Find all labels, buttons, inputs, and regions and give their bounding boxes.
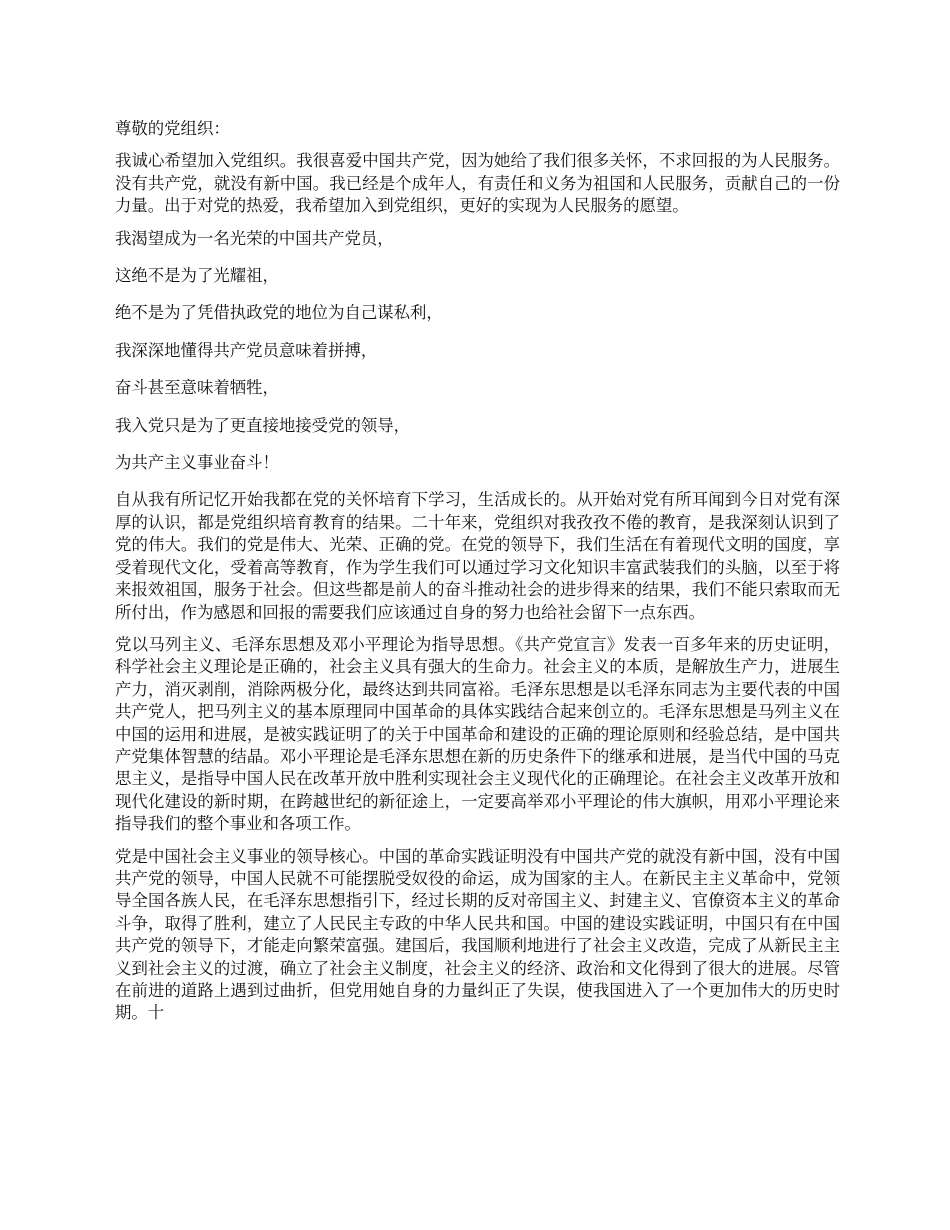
salutation: 尊敬的党组织： [115, 119, 230, 138]
paragraph-line: 我渴望成为一名光荣的中国共产党员， [115, 228, 394, 248]
document-body [115, 118, 840, 1035]
paragraph-line: 这绝不是为了光耀祖， [115, 266, 279, 286]
paragraph-line: 绝不是为了凭借执政党的地位为自己谋私利， [115, 303, 443, 323]
paragraph-line: 为共产主义事业奋斗！ [115, 453, 279, 473]
paragraph-line: 我入党只是为了更直接地接受党的领导， [115, 415, 411, 435]
paragraph-leadership: 党是中国社会主义事业的领导核心。中国的革命实践证明没有中国共产党的就没有新中国，没有中国共产党的领导，中国人民就不可能摆脱受奴役的命运，成为国家的主人。在新民主主义革命中，党领导全国各族人民，在毛泽东思想指引下，经过长期的反对帝国主义、封建主义、官僚资本主义的革命斗争，取得了胜利，建立了人民民主专政的中华人民共和国。中国的建设实践证明，中国只有在中国共产党的领导下，才能走向繁荣富强。建国后，我国顺利地进行了社会主义改造，完成了从新民主主义到社会主义的过渡，确立了社会主义制度，社会主义的经济、政治和文化得到了很大的进展。尽管在前进的道路上遇到过曲折，但党用她自身的力量纠正了失误，使我国进入了一个更加伟大的历史时期。十 [115, 846, 840, 1023]
paragraph-growth: 自从我有所记忆开始我都在党的关怀培育下学习，生活成长的。从开始对党有所耳闻到今日对党有深厚的认识，都是党组织培育教育的结果。二十年来，党组织对我孜孜不倦的教育，是我深刻认识到了党的伟大。我们的党是伟大、光荣、正确的党。在党的领导下，我们生活在有着现代文明的国度，享受着现代文化，受着高等教育，作为学生我们可以通过学习文化知识丰富武装我们的头脑，以至于将来报效祖国，服务于社会。但这些都是前人的奋斗推动社会的进步得来的结果，我们不能只索取而无所付出，作为感恩和回报的需要我们应该通过自身的努力也给社会留下一点东西。 [115, 490, 840, 622]
paragraph-line: 奋斗甚至意味着牺牲， [115, 378, 279, 398]
paragraph-line: 我深深地懂得共产党员意味着拼搏， [115, 340, 378, 360]
paragraph-intro: 我诚心希望加入党组织。我很喜爱中国共产党，因为她给了我们很多关怀，不求回报的为人民服务。没有共产党，就没有新中国。我已经是个成年人，有责任和义务为祖国和人民服务，贡献自己的一份力量。出于对党的热爱，我希望加入到党组织，更好的实现为人民服务的愿望。 [115, 151, 840, 216]
paragraph-theory: 党以马列主义、毛泽东思想及邓小平理论为指导思想。《共产党宣言》发表一百多年来的历史证明，科学社会主义理论是正确的，社会主义具有强大的生命力。社会主义的本质，是解放生产力，进展生产力，消灭剥削，消除两极分化，最终达到共同富裕。毛泽东思想是以毛泽东同志为主要代表的中国共产党人，把马列主义的基本原理同中国革命的具体实践结合起来创立的。毛泽东思想是马列主义在中国的运用和进展，是被实践证明了的关于中国革命和建设的正确的理论原则和经验总结，是中国共产党集体智慧的结晶。邓小平理论是毛泽东思想在新的历史条件下的继承和进展，是当代中国的马克思主义，是指导中国人民在改革开放中胜利实现社会主义现代化的正确理论。在社会主义改革开放和现代化建设的新时期，在跨越世纪的新征途上，一定要高举邓小平理论的伟大旗帜，用邓小平理论来指导我们的整个事业和各项工作。 [115, 634, 840, 834]
